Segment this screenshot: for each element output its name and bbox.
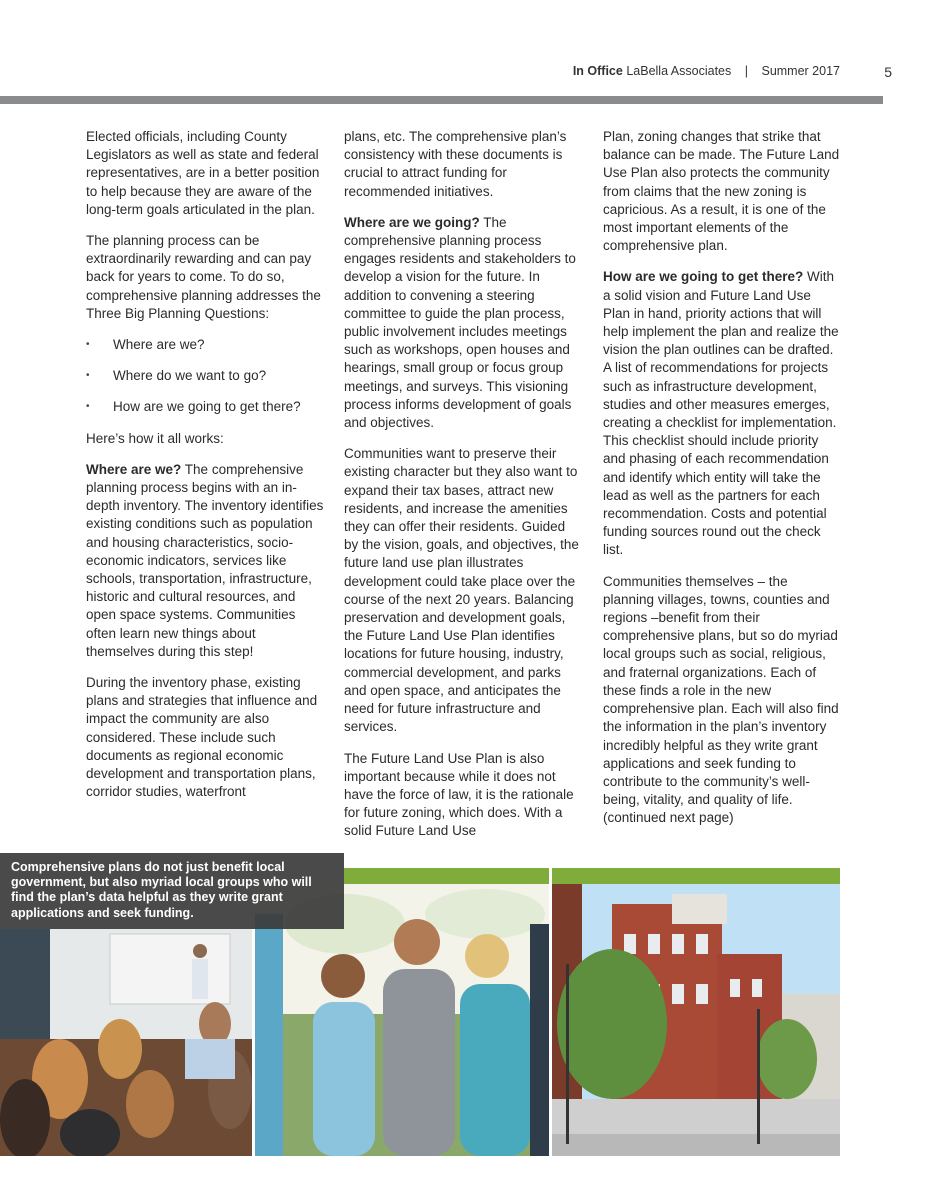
running-header [572, 64, 892, 84]
paragraph: Plan, zoning changes that strike that balance can be made. The Future Land Use Plan also protects the community from claims that the new zoning is capricious. As a result, it is one of the most important elements of the comprehensive plan. [603, 129, 840, 254]
paragraph: Elected officials, including County Legislators as well as state and federal representatives, are in a better position to help because they are aware of the long-term goals articulated in the plan. [86, 129, 320, 217]
paragraph: During the inventory phase, existing plans and strategies that influence and impact the community are also considered. These include such documents as regional economic development and transportation plans, corridor studies, waterfront [86, 675, 318, 800]
paragraph: How are we going to get there? With a solid vision and Future Land Use Plan in hand, priority actions that will help implement the plan and realize the vision the plan outlines can be drafted. A list of recommendations for projects such as infrastructure development, studies and other measures emerges, creating a checklist for implementation. This checklist should include priority and phasing of each recommendation and identify which entity will take the lead as well as the partners for each recommendation. Costs and potential funding sources round out the check list. [603, 269, 839, 558]
column-1 [86, 128, 324, 815]
lead-in: Where are we going? [344, 214, 480, 230]
page-number: 5 [884, 64, 892, 80]
paragraph: Here’s how it all works: [86, 430, 224, 446]
issue-date: Summer 2017 [761, 64, 840, 78]
list-item: • How are we going to get there? [86, 398, 324, 416]
paragraph: plans, etc. The comprehensive plan’s consistency with these documents is crucial to attract funding for recommended initiatives. [344, 129, 567, 199]
photo-main-street [552, 884, 840, 1156]
paragraph: The Future Land Use Plan is also important because while it does not have the force of law, it is the rationale for future zoning, which does. With a solid Future Land Use [344, 750, 574, 839]
lead-in: How are we going to get there? [603, 269, 804, 285]
publication-name: LaBella Associates [626, 64, 732, 78]
photo-caption: Comprehensive plans do not just benefit local government, but also myriad local groups who will find the plan’s data helpful as they write grant applications and seek funding. [0, 853, 344, 929]
publication-name-bold: In Office [572, 64, 623, 78]
photo-public-meeting [0, 929, 252, 1156]
header-separator: | [744, 64, 748, 78]
column-3 [603, 128, 841, 841]
planning-questions-list [86, 336, 324, 417]
accent-bar [552, 868, 840, 884]
paragraph: Communities themselves – the planning villages, towns, counties and regions –benefit from their comprehensive plans, but so do myriad local groups such as social, religious, and fraternal organizations. Each of these finds a role in the new comprehensive plan. Each will also find the information in the plan’s inventory incredibly helpful as they write grant applications and seek funding to contribute to the community’s well-being, vitality, and quality of life. (continued next page) [603, 573, 839, 826]
list-item: • Where are we? [86, 336, 324, 354]
accent-bar [344, 868, 549, 884]
paragraph: Where are we going? The comprehensive planning process engages residents and stakeholders to develop a vision for the future. In addition to convening a steering committee to guide the plan process, public involvement includes meetings such as workshops, open houses and hearings, small group or focus group meetings, and surveys. This visioning process informs development of goals and objectives. [344, 214, 576, 431]
header-rule [0, 96, 883, 104]
list-item: • Where do we want to go? [86, 367, 324, 385]
lead-in: Where are we? [86, 461, 182, 477]
column-2 [344, 128, 582, 854]
paragraph: Where are we? The comprehensive planning process begins with an in-depth inventory. The inventory identifies existing conditions such as population and housing characteristics, socio-economic indicators, services like schools, transportation, infrastructure, historic and cultural resources, and open space systems. Communities often learn new things about themselves during this step! [86, 461, 324, 659]
paragraph: Communities want to preserve their existing character but they also want to expand their tax bases, attract new residents, and increase the amenities they can offer their residents. Guided by the vision, goals, and objectives, the future land use plan illustrates development could take place over the course of the next 20 years. Balancing preservation and development goals, the Future Land Use Plan identifies locations for future housing, industry, commercial development, and parks and open space, and anticipates the need for future infrastructure and services. [344, 446, 579, 735]
paragraph: The planning process can be extraordinarily rewarding and can pay back for years to come. To do so, comprehensive planning addresses the Three Big Planning Questions: [86, 233, 321, 321]
